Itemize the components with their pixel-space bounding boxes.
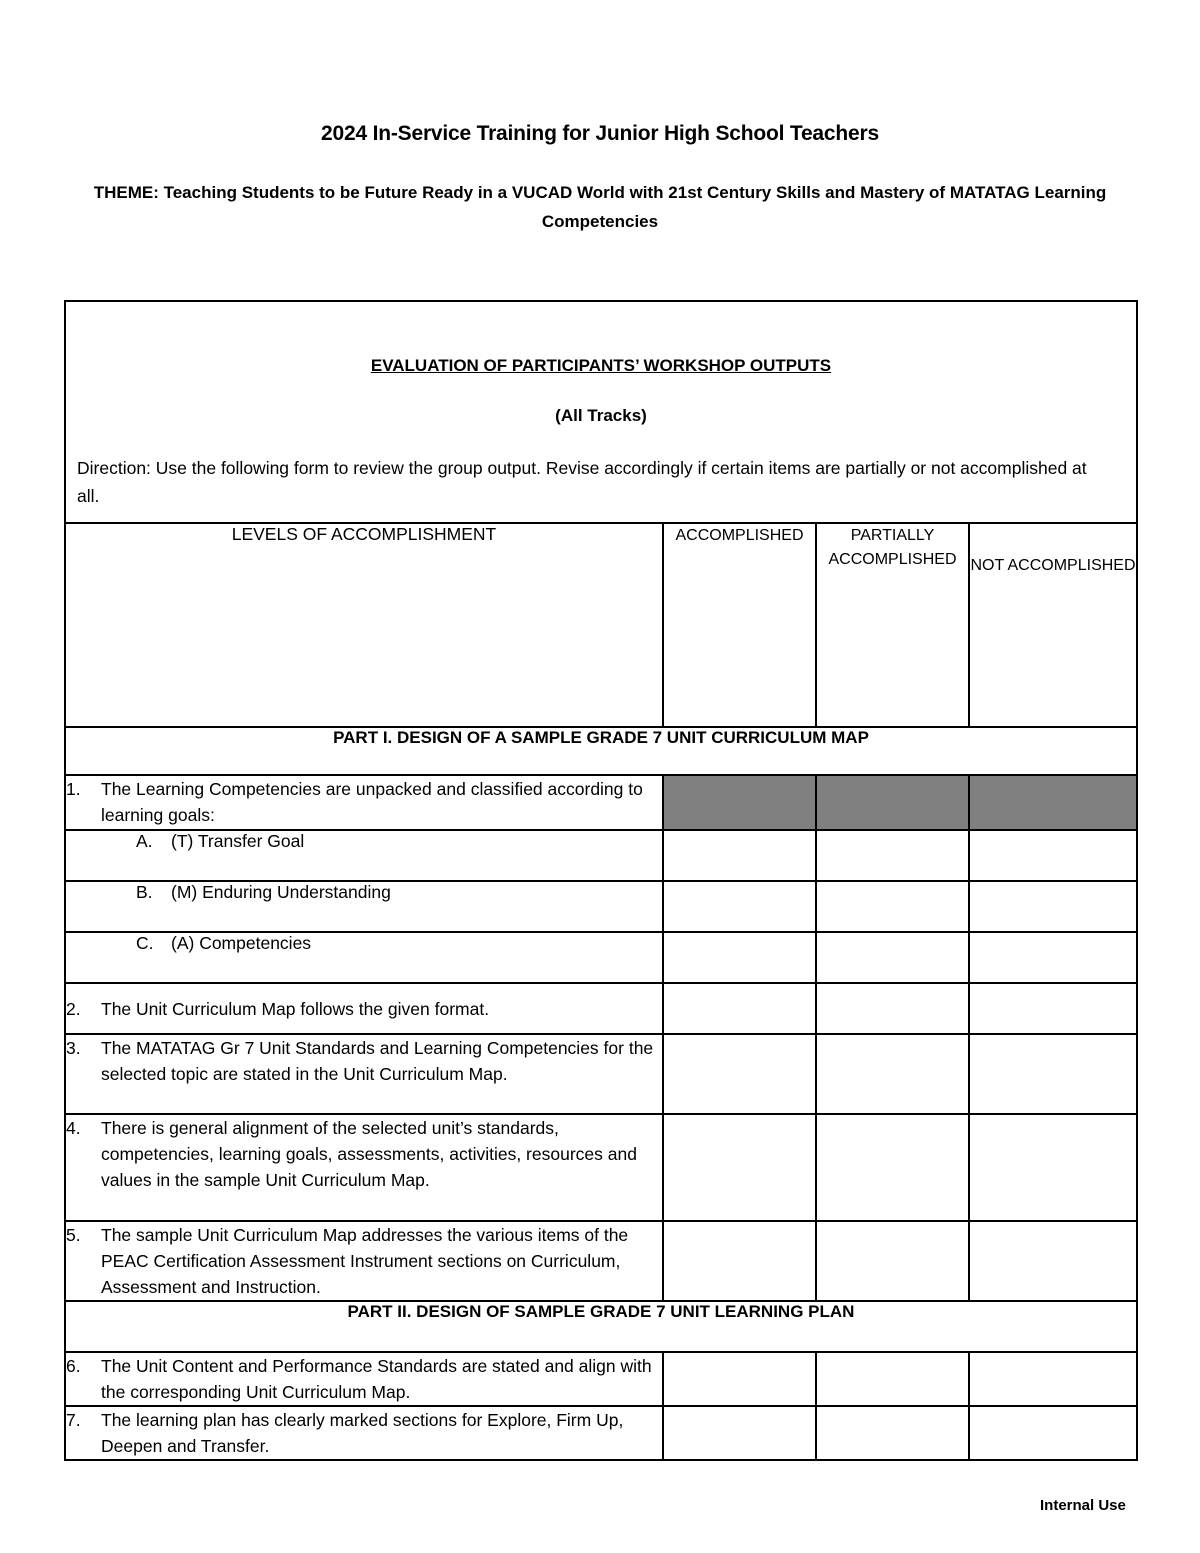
accomplished-checkbox-cell[interactable] (663, 1034, 816, 1114)
item-1-cell (65, 775, 663, 830)
table-row (65, 1034, 1137, 1114)
partially-checkbox-cell[interactable] (816, 1352, 969, 1406)
accomplished-checkbox-cell[interactable] (663, 1114, 816, 1221)
not-accomplished-checkbox-cell[interactable] (969, 1406, 1137, 1460)
sub-a-cell (65, 830, 663, 881)
partially-checkbox-cell[interactable] (816, 881, 969, 932)
item-6-cell (65, 1352, 663, 1406)
item-text: The sample Unit Curriculum Map addresses the various items of the PEAC Certification Assessment Instrument sections on Curriculum, Assessment and Instruction. (101, 1225, 629, 1297)
table-row (65, 983, 1137, 1034)
partially-checkbox-cell[interactable] (816, 932, 969, 983)
table-row (65, 830, 1137, 881)
accomplished-checkbox-cell[interactable] (663, 1406, 816, 1460)
item-text: The Unit Content and Performance Standards are stated and align with the corresponding Unit Curriculum Map. (101, 1356, 652, 1402)
accomplished-checkbox-cell[interactable] (663, 881, 816, 932)
levels-header: LEVELS OF ACCOMPLISHMENT (65, 523, 663, 727)
sub-letter: A. (136, 831, 153, 851)
partially-checkbox-cell[interactable] (816, 1034, 969, 1114)
partially-checkbox-cell[interactable] (816, 1406, 969, 1460)
item-text: There is general alignment of the selected unit’s standards, competencies, learning goals, assessments, activities, resources and values in the sample Unit Curriculum Map. (101, 1118, 637, 1190)
partially-checkbox-cell[interactable] (816, 1221, 969, 1301)
partially-checkbox-cell[interactable] (816, 830, 969, 881)
accomplished-checkbox-cell[interactable] (663, 983, 816, 1034)
document-theme: THEME: Teaching Students to be Future Ready in a VUCAD World with 21st Century Skills and Mastery of MATATAG Learning Competencies (93, 183, 1107, 231)
table-row (65, 881, 1137, 932)
sub-text: (T) Transfer Goal (171, 831, 305, 851)
partially-checkbox-cell[interactable] (816, 1114, 969, 1221)
not-accomplished-checkbox-cell[interactable] (969, 1352, 1137, 1406)
item-number: 6. (66, 1356, 81, 1376)
not-accomplished-checkbox-cell[interactable] (969, 830, 1137, 881)
shaded-cell (816, 775, 969, 830)
not-accomplished-checkbox-cell[interactable] (969, 932, 1137, 983)
part-2-title: PART II. DESIGN OF SAMPLE GRADE 7 UNIT LEARNING PLAN (65, 1301, 1137, 1352)
sub-letter: C. (136, 933, 154, 953)
evaluation-title: EVALUATION OF PARTICIPANTS’ WORKSHOP OUTPUTS (370, 356, 832, 375)
item-number: 5. (66, 1225, 81, 1245)
partially-accomplished-header: PARTIALLY ACCOMPLISHED (816, 523, 969, 727)
sub-text: (A) Competencies (171, 933, 312, 953)
not-accomplished-checkbox-cell[interactable] (969, 881, 1137, 932)
accomplished-header: ACCOMPLISHED (663, 523, 816, 727)
item-number: 4. (66, 1118, 81, 1138)
item-3-cell (65, 1034, 663, 1114)
part-1-title: PART I. DESIGN OF A SAMPLE GRADE 7 UNIT CURRICULUM MAP (65, 727, 1137, 775)
not-accomplished-checkbox-cell[interactable] (969, 1034, 1137, 1114)
accomplished-checkbox-cell[interactable] (663, 932, 816, 983)
sub-text: (M) Enduring Understanding (171, 882, 391, 902)
item-7-cell (65, 1406, 663, 1460)
column-header-row (65, 523, 1137, 727)
tracks-label: (All Tracks) (555, 406, 647, 425)
sub-c-cell (65, 932, 663, 983)
item-text: The Unit Curriculum Map follows the given format. (101, 998, 490, 1019)
item-text: The Learning Competencies are unpacked and classified according to learning goals: (101, 779, 643, 825)
not-accomplished-header: NOT ACCOMPLISHED (969, 523, 1137, 727)
shaded-cell (969, 775, 1137, 830)
item-text: The learning plan has clearly marked sections for Explore, Firm Up, Deepen and Transfer. (101, 1410, 624, 1456)
not-accomplished-checkbox-cell[interactable] (969, 1114, 1137, 1221)
item-number: 1. (66, 779, 81, 799)
not-accomplished-checkbox-cell[interactable] (969, 983, 1137, 1034)
item-2-cell (65, 983, 663, 1034)
shaded-cell (663, 775, 816, 830)
accomplished-checkbox-cell[interactable] (663, 1221, 816, 1301)
partially-checkbox-cell[interactable] (816, 983, 969, 1034)
item-text: The MATATAG Gr 7 Unit Standards and Learning Competencies for the selected topic are stated in the Unit Curriculum Map. (101, 1038, 654, 1084)
table-row (65, 1406, 1137, 1460)
sub-letter: B. (136, 882, 153, 902)
document-title: 2024 In-Service Training for Junior High School Teachers (321, 122, 879, 145)
table-row (65, 1114, 1137, 1221)
item-number: 2. (66, 998, 81, 1019)
evaluation-form-table (64, 300, 1138, 1461)
table-row (65, 1221, 1137, 1301)
item-5-cell (65, 1221, 663, 1301)
not-accomplished-checkbox-cell[interactable] (969, 1221, 1137, 1301)
table-row (65, 1352, 1137, 1406)
form-header-cell (65, 301, 1137, 523)
item-4-cell (65, 1114, 663, 1221)
item-number: 7. (66, 1410, 81, 1430)
table-row (65, 932, 1137, 983)
table-row (65, 775, 1137, 830)
part-2-row (65, 1301, 1137, 1352)
part-1-row (65, 727, 1137, 775)
accomplished-checkbox-cell[interactable] (663, 1352, 816, 1406)
form-header-row (65, 301, 1137, 523)
sub-b-cell (65, 881, 663, 932)
item-number: 3. (66, 1038, 81, 1058)
accomplished-checkbox-cell[interactable] (663, 830, 816, 881)
direction-text: Direction: Use the following form to review the group output. Revise accordingly if certain items are partially or not accomplished at all. (77, 458, 1087, 506)
footer-label: Internal Use (1040, 1497, 1126, 1514)
